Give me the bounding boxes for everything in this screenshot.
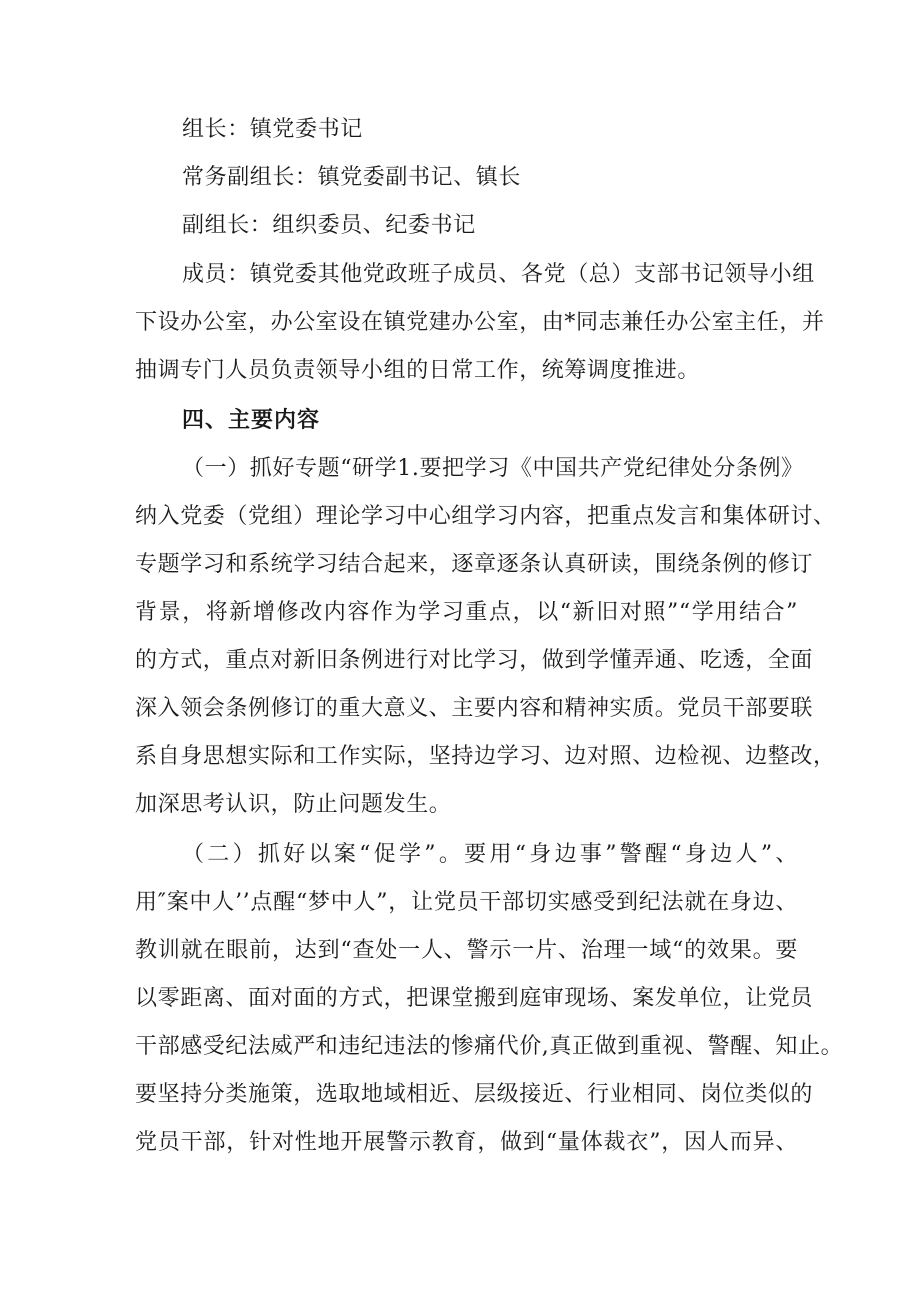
role-line-deputy: 副组长：组织委员、纪委书记 xyxy=(182,213,476,238)
paragraph-line: 用″案中人’’点醒“梦中人”，让党员干部切实感受到纪法就在身边、 xyxy=(135,890,798,915)
paragraph-line: 纳入党委（党组）理论学习中心组学习内容，把重点发言和集体研讨、 xyxy=(135,504,836,529)
subsection-two-first-line: （二）抓好以案“促学”。要用“身边事”警醒“身边人”、 xyxy=(182,842,798,867)
paragraph-line: 干部感受纪法威严和违纪违法的惨痛代价,真正做到重视、警醒、知止。 xyxy=(135,1034,844,1059)
paragraph-line: 背景，将新增修改内容作为学习重点，以“新旧对照”“学用结合” xyxy=(135,600,798,625)
paragraph-line: 加深思考认识，防止问题发生。 xyxy=(135,792,452,817)
paragraph-line: 要坚持分类施策，选取地域相近、层级接近、行业相同、岗位类似的 xyxy=(135,1082,814,1107)
paragraph-line: 系自身思想实际和工作实际，坚持边学习、边对照、边检视、边整改， xyxy=(135,744,836,769)
role-line-members: 成员：镇党委其他党政班子成员、各党（总）支部书记领导小组 xyxy=(182,262,815,287)
paragraph-line: 深入领会条例修订的重大意义、主要内容和精神实质。党员干部要联 xyxy=(135,696,814,721)
paragraph-line: 党员干部，针对性地开展警示教育，做到“量体裁衣”，因人而异、 xyxy=(135,1130,798,1155)
paragraph-line: 专题学习和系统学习结合起来，逐章逐条认真研读，围绕条例的修订 xyxy=(135,552,814,577)
role-line-leader: 组长：镇党委书记 xyxy=(182,117,363,142)
section-heading: 四、主要内容 xyxy=(182,408,321,433)
paragraph-line: 下设办公室，办公室设在镇党建办公室，由*同志兼任办公室主任，并 xyxy=(135,310,825,335)
paragraph-line: 的方式，重点对新旧条例进行对比学习，做到学懂弄通、吃透，全面 xyxy=(135,648,814,673)
paragraph-line: 以零距离、面对面的方式，把课堂搬到庭审现场、案发单位，让党员 xyxy=(135,986,814,1011)
paragraph-line: 抽调专门人员负责领导小组的日常工作，统筹调度推进。 xyxy=(135,358,701,383)
role-line-executive-deputy: 常务副组长：镇党委副书记、镇长 xyxy=(182,165,522,190)
paragraph-line: 教训就在眼前，达到“查处一人、警示一片、治理一域“的效果。要 xyxy=(135,938,798,963)
subsection-one-first-line: （一）抓好专题“研学1.要把学习《中国共产党纪律处分条例》 xyxy=(182,456,804,481)
